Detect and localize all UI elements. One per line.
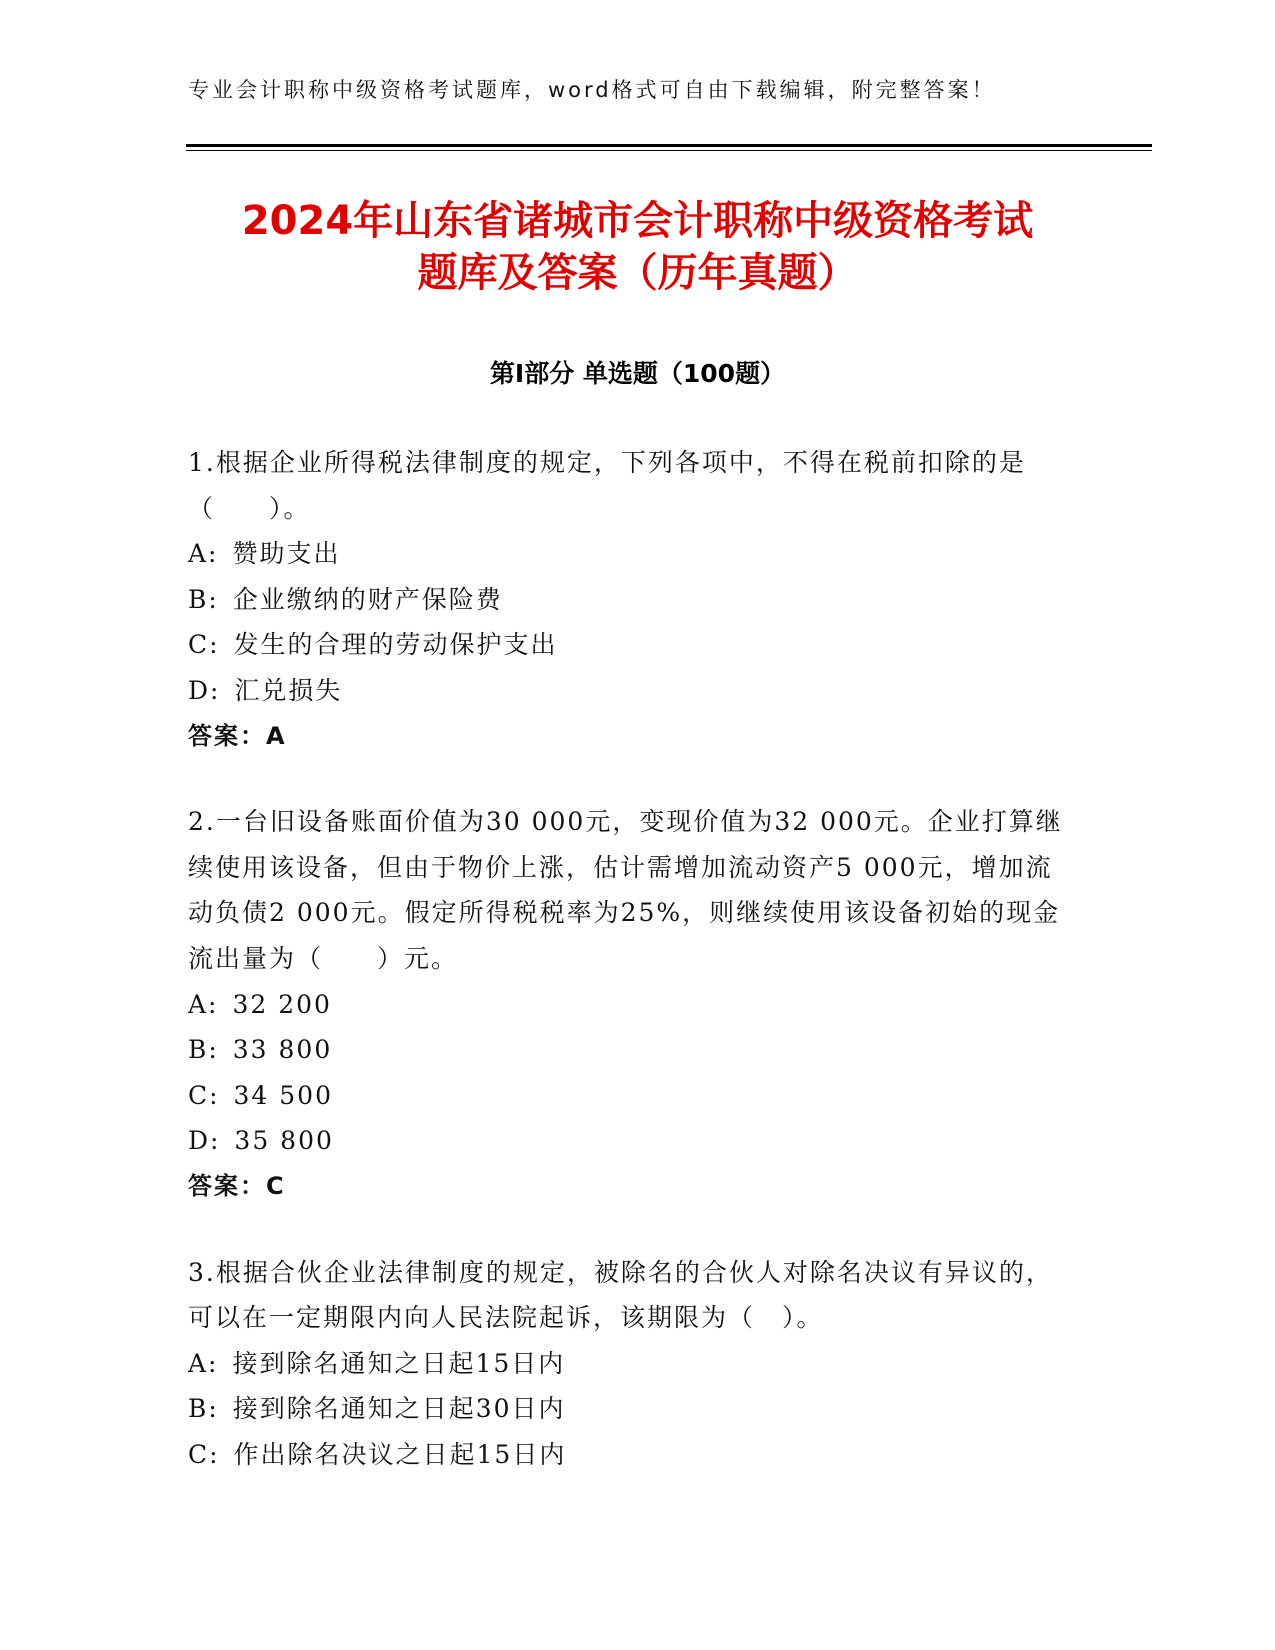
option-text: 32 200 xyxy=(232,989,332,1019)
question-stem: 1.根据企业所得税法律制度的规定，下列各项中，不得在税前扣除的是（ ）。 xyxy=(188,448,1026,523)
option-d xyxy=(188,1118,1068,1164)
option-text: 汇兑损失 xyxy=(234,675,343,705)
question-stem: 2.一台旧设备账面价值为30 000元，变现价值为32 000元。企业打算继续使用该设备，但由于物价上涨，估计需增加流动资产5 000元，增加流动负债2 000元。假定所得税税率为25%，则继续使用该设备初始的现金流出量为（ ）元。 xyxy=(188,807,1063,973)
document-title-line-2: 题库及答案（历年真题） xyxy=(417,250,858,296)
option-key: B: xyxy=(188,584,219,614)
question-stem: 3.根据合伙企业法律制度的规定，被除名的合伙人对除名决议有异议的，可以在一定期限内向人民法院起诉，该期限为（ ）。 xyxy=(188,1257,1053,1333)
option-text: 接到除名通知之日起15日内 xyxy=(232,1348,566,1378)
option-d xyxy=(188,668,1068,714)
header-rule-thick xyxy=(186,144,1152,147)
option-b xyxy=(188,1027,1068,1073)
option-text: 作出除名决议之日起15日内 xyxy=(233,1439,567,1469)
option-text: 34 500 xyxy=(233,1080,333,1110)
document-title-line-1: 2024年山东省诸城市会计职称中级资格考试 xyxy=(241,198,1034,244)
question-list xyxy=(188,440,1068,1517)
question-2 xyxy=(188,799,1068,1209)
answer-line: 答案：A xyxy=(188,721,287,750)
section-title: 第Ⅰ部分 单选题（100题） xyxy=(489,359,786,388)
option-key: C: xyxy=(188,630,220,660)
option-key: A: xyxy=(188,539,219,569)
option-text: 发生的合理的劳动保护支出 xyxy=(233,630,558,660)
option-key: C: xyxy=(188,1080,220,1110)
answer-line: 答案：C xyxy=(188,1171,286,1200)
option-key: D: xyxy=(188,1126,221,1156)
option-b xyxy=(188,1386,1068,1432)
option-c xyxy=(188,1432,1068,1478)
header-note: 专业会计职称中级资格考试题库，word格式可自由下载编辑，附完整答案！ xyxy=(188,78,996,102)
option-b xyxy=(188,577,1068,623)
option-key: B: xyxy=(188,1394,219,1424)
option-key: A: xyxy=(188,1348,219,1378)
option-key: A: xyxy=(188,989,219,1019)
option-c xyxy=(188,1073,1068,1119)
option-a xyxy=(188,531,1068,577)
question-1 xyxy=(188,440,1068,759)
option-key: B: xyxy=(188,1035,219,1065)
option-text: 企业缴纳的财产保险费 xyxy=(232,584,503,614)
question-3 xyxy=(188,1250,1068,1478)
option-a xyxy=(188,1341,1068,1387)
header-rule-thin xyxy=(186,150,1152,151)
option-text: 赞助支出 xyxy=(232,539,341,569)
option-text: 33 800 xyxy=(232,1035,333,1065)
document-title xyxy=(150,195,1125,299)
option-a xyxy=(188,982,1068,1028)
option-text: 35 800 xyxy=(234,1126,334,1156)
option-c xyxy=(188,622,1068,668)
option-key: C: xyxy=(188,1439,220,1469)
option-key: D: xyxy=(188,675,221,705)
option-text: 接到除名通知之日起30日内 xyxy=(232,1394,566,1424)
